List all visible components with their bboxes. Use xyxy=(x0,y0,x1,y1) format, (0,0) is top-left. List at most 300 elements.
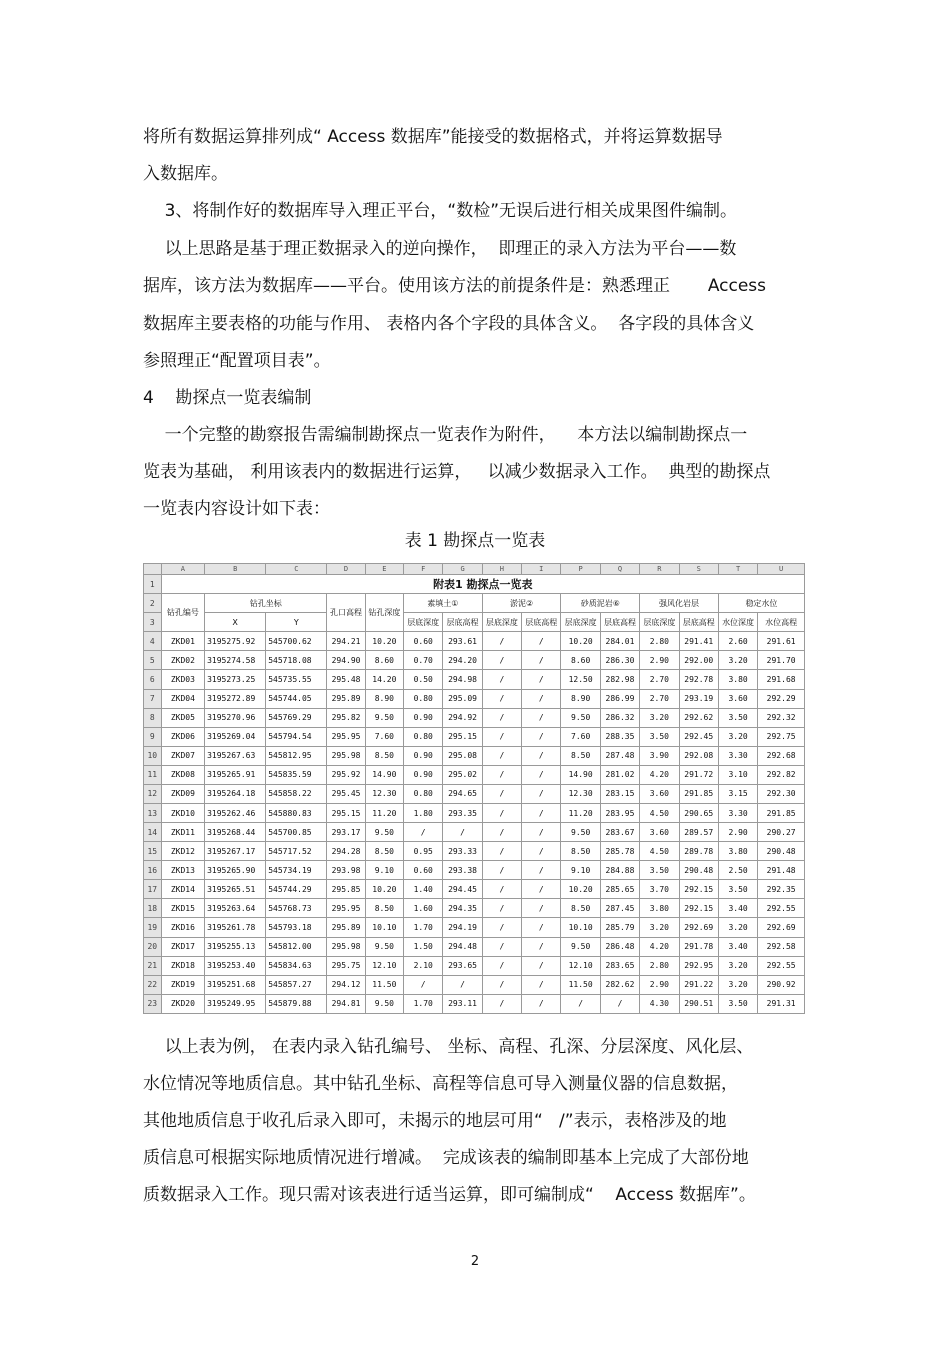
table-cell: 3195275.92 xyxy=(205,632,266,651)
table-cell: ZKD14 xyxy=(161,880,205,899)
table-cell: 2.60 xyxy=(718,632,757,651)
table-cell: 8.50 xyxy=(365,746,403,765)
row-number: 2 xyxy=(144,594,162,613)
table-cell: 2.70 xyxy=(640,689,679,708)
table-cell: ZKD04 xyxy=(161,689,205,708)
text-line: 将所有数据运算排列成“ Access 数据库”能接受的数据格式，并将运算数据导 xyxy=(143,127,723,147)
x-header: X xyxy=(205,613,266,632)
table-cell: 0.70 xyxy=(404,651,443,670)
column-letter: B xyxy=(205,564,266,575)
column-letter: P xyxy=(561,564,600,575)
table-row xyxy=(144,746,805,765)
table-cell: 295.08 xyxy=(443,746,482,765)
table-cell: 2.90 xyxy=(640,975,679,994)
table-cell: 3.20 xyxy=(718,975,757,994)
table-cell: 3.20 xyxy=(718,918,757,937)
table-cell: 294.20 xyxy=(443,651,482,670)
table-cell: 291.41 xyxy=(679,632,718,651)
table-cell: 9.50 xyxy=(365,937,403,956)
table-row xyxy=(144,803,805,822)
text-line: 数据库主要表格的功能与作用、 表格内各个字段的具体含义。 各字段的具体含义 xyxy=(143,314,755,334)
table-cell: ZKD19 xyxy=(161,975,205,994)
column-letter-row xyxy=(144,564,805,575)
table-cell: 545812.00 xyxy=(266,937,327,956)
table-cell: ZKD13 xyxy=(161,861,205,880)
table-cell: 292.82 xyxy=(758,765,805,784)
table-cell: / xyxy=(482,918,521,937)
table-cell: 7.60 xyxy=(365,727,403,746)
table-cell: / xyxy=(482,842,521,861)
table-cell: ZKD09 xyxy=(161,784,205,803)
table-cell: / xyxy=(482,937,521,956)
table-cell: 3195267.63 xyxy=(205,746,266,765)
table-cell: ZKD17 xyxy=(161,937,205,956)
table-cell: 2.90 xyxy=(718,823,757,842)
sheet-title: 附表1 勘探点一览表 xyxy=(161,575,804,594)
table-cell: 2.80 xyxy=(640,632,679,651)
table-cell: 295.85 xyxy=(327,880,365,899)
row-number: 3 xyxy=(144,613,162,632)
column-letter: G xyxy=(443,564,482,575)
table-cell: 295.95 xyxy=(327,727,365,746)
table-cell: 292.55 xyxy=(758,956,805,975)
table-cell: 12.10 xyxy=(561,956,600,975)
table-row xyxy=(144,651,805,670)
table-cell: 3.20 xyxy=(718,727,757,746)
table-cell: 0.90 xyxy=(404,765,443,784)
table-cell: 12.50 xyxy=(561,670,600,689)
table-cell: ZKD07 xyxy=(161,746,205,765)
table-cell: 3.60 xyxy=(640,784,679,803)
table-cell: 295.98 xyxy=(327,746,365,765)
table-cell: 2.70 xyxy=(640,670,679,689)
hole-id-header: 钻孔编号 xyxy=(161,594,205,632)
table-cell: 295.75 xyxy=(327,956,365,975)
table-cell: 0.80 xyxy=(404,784,443,803)
table-cell: 3195273.25 xyxy=(205,670,266,689)
table-cell: 294.48 xyxy=(443,937,482,956)
table-cell: / xyxy=(482,651,521,670)
row-number: 16 xyxy=(144,861,162,880)
table-cell: 545744.05 xyxy=(266,689,327,708)
table-cell: 292.35 xyxy=(758,880,805,899)
table-row xyxy=(144,880,805,899)
table-cell: ZKD01 xyxy=(161,632,205,651)
table-cell: 545735.55 xyxy=(266,670,327,689)
table-cell: 292.30 xyxy=(758,784,805,803)
table-cell: 292.68 xyxy=(758,746,805,765)
text-line: 据库，该方法为数据库——平台。使用该方法的前提条件是：熟悉理正 Access xyxy=(143,276,767,296)
table-cell: 11.50 xyxy=(365,975,403,994)
column-letter: D xyxy=(327,564,365,575)
table-row xyxy=(144,975,805,994)
water-header: 稳定水位 xyxy=(718,594,804,613)
table-cell: 10.10 xyxy=(365,918,403,937)
table-cell: 0.90 xyxy=(404,746,443,765)
row-number: 13 xyxy=(144,803,162,822)
section-heading: 4 勘探点一览表编制 xyxy=(143,388,312,408)
table-cell: 8.90 xyxy=(365,689,403,708)
table-cell: 292.08 xyxy=(679,746,718,765)
table-cell: 292.58 xyxy=(758,937,805,956)
table-cell: 291.61 xyxy=(758,632,805,651)
column-letter: T xyxy=(718,564,757,575)
table-cell: 288.35 xyxy=(600,727,639,746)
row-number: 8 xyxy=(144,708,162,727)
table-cell: 3.50 xyxy=(718,880,757,899)
depth-header: 钻孔深度 xyxy=(365,594,403,632)
row-number: 6 xyxy=(144,670,162,689)
row-number: 9 xyxy=(144,727,162,746)
table-cell: 10.20 xyxy=(365,632,403,651)
bottom-elev-header: 层底高程 xyxy=(679,613,718,632)
table-cell: / xyxy=(482,670,521,689)
layer1-header: 素填土① xyxy=(404,594,483,613)
table-cell: 545769.29 xyxy=(266,708,327,727)
column-letter: H xyxy=(482,564,521,575)
table-cell: 286.99 xyxy=(600,689,639,708)
text-line: 参照理正“配置项目表”。 xyxy=(143,351,331,371)
table-cell: 0.90 xyxy=(404,708,443,727)
table-cell: 293.33 xyxy=(443,842,482,861)
table-cell: 294.28 xyxy=(327,842,365,861)
table-cell: / xyxy=(522,689,561,708)
table-cell: 289.57 xyxy=(679,823,718,842)
table-cell: 2.50 xyxy=(718,861,757,880)
water-elev-header: 水位高程 xyxy=(758,613,805,632)
table-cell: 295.45 xyxy=(327,784,365,803)
table-cell: / xyxy=(522,784,561,803)
table-cell: 294.12 xyxy=(327,975,365,994)
header-row-1 xyxy=(144,594,805,613)
table-cell: 3.30 xyxy=(718,803,757,822)
table-cell: 295.98 xyxy=(327,937,365,956)
row-number: 7 xyxy=(144,689,162,708)
table-cell: / xyxy=(522,861,561,880)
table-cell: 292.15 xyxy=(679,899,718,918)
table-cell: 8.50 xyxy=(561,842,600,861)
text-line: 水位情况等地质信息。其中钻孔坐标、高程等信息可导入测量仪器的信息数据， xyxy=(143,1074,738,1094)
row-number: 14 xyxy=(144,823,162,842)
table-cell: 294.19 xyxy=(443,918,482,937)
table-cell: 291.85 xyxy=(758,803,805,822)
table-cell: 3195274.58 xyxy=(205,651,266,670)
table-cell: 292.69 xyxy=(758,918,805,937)
table-cell: 3.20 xyxy=(718,956,757,975)
table-cell: 1.80 xyxy=(404,803,443,822)
table-cell: 11.20 xyxy=(561,803,600,822)
table-row xyxy=(144,994,805,1013)
column-letter: C xyxy=(266,564,327,575)
table-cell: 293.11 xyxy=(443,994,482,1013)
text-line: 一览表内容设计如下表： xyxy=(143,499,330,519)
row-number: 4 xyxy=(144,632,162,651)
table-cell: 10.10 xyxy=(561,918,600,937)
table-cell: 292.62 xyxy=(679,708,718,727)
table-cell: 3195267.17 xyxy=(205,842,266,861)
table-cell: 291.85 xyxy=(679,784,718,803)
table-cell: 14.90 xyxy=(561,765,600,784)
table-cell: 3.50 xyxy=(718,994,757,1013)
table-cell: 294.81 xyxy=(327,994,365,1013)
table-cell: / xyxy=(522,632,561,651)
table-cell: 1.70 xyxy=(404,994,443,1013)
table-cell: 293.61 xyxy=(443,632,482,651)
row-number: 17 xyxy=(144,880,162,899)
table-cell: / xyxy=(482,784,521,803)
table-cell: 545734.19 xyxy=(266,861,327,880)
table-cell: 295.82 xyxy=(327,708,365,727)
table-cell: 9.50 xyxy=(561,708,600,727)
table-cell: 4.30 xyxy=(640,994,679,1013)
bottom-elev-header: 层底高程 xyxy=(522,613,561,632)
table-cell: 0.80 xyxy=(404,727,443,746)
table-cell: 3195265.51 xyxy=(205,880,266,899)
table-cell: 290.51 xyxy=(679,994,718,1013)
table-cell: 3195272.89 xyxy=(205,689,266,708)
table-cell: 293.65 xyxy=(443,956,482,975)
table-cell: 286.48 xyxy=(600,937,639,956)
table-row xyxy=(144,784,805,803)
table-cell: 545744.29 xyxy=(266,880,327,899)
table-cell: 3.15 xyxy=(718,784,757,803)
table-cell: 9.50 xyxy=(365,823,403,842)
table-cell: 545718.08 xyxy=(266,651,327,670)
text-line: 质数据录入工作。现只需对该表进行适当运算，即可编制成“ Access 数据库”。 xyxy=(143,1185,756,1205)
table-cell: 295.89 xyxy=(327,689,365,708)
table-cell: / xyxy=(482,880,521,899)
table-cell: / xyxy=(482,803,521,822)
table-cell: / xyxy=(522,708,561,727)
table-cell: / xyxy=(482,708,521,727)
bottom-elev-header: 层底高程 xyxy=(600,613,639,632)
table-cell: 283.95 xyxy=(600,803,639,822)
table-cell: 3.70 xyxy=(640,880,679,899)
table-cell: 0.60 xyxy=(404,861,443,880)
row-number: 5 xyxy=(144,651,162,670)
elevation-header: 孔口高程 xyxy=(327,594,365,632)
table-cell: / xyxy=(522,975,561,994)
spreadsheet-table xyxy=(143,563,805,1014)
table-cell: 3.40 xyxy=(718,937,757,956)
table-cell: 291.22 xyxy=(679,975,718,994)
table-cell: 3195264.18 xyxy=(205,784,266,803)
column-letter: Q xyxy=(600,564,639,575)
table-cell: 545700.85 xyxy=(266,823,327,842)
table-cell: 3195265.90 xyxy=(205,861,266,880)
table-cell: 1.50 xyxy=(404,937,443,956)
table-cell: 291.78 xyxy=(679,937,718,956)
text-line: 以上思路是基于理正数据录入的逆向操作， 即理正的录入方法为平台——数 xyxy=(143,239,737,259)
table-row xyxy=(144,765,805,784)
table-cell: / xyxy=(522,765,561,784)
table-cell: 1.40 xyxy=(404,880,443,899)
table-cell: 2.90 xyxy=(640,651,679,670)
table-cell: 545858.22 xyxy=(266,784,327,803)
table-cell: 9.10 xyxy=(365,861,403,880)
table-cell: 545812.95 xyxy=(266,746,327,765)
text-line: 3、将制作好的数据库导入理正平台，“数检”无误后进行相关成果图件编制。 xyxy=(143,201,738,221)
table-cell: 291.48 xyxy=(758,861,805,880)
table-cell: / xyxy=(522,918,561,937)
table-row xyxy=(144,899,805,918)
table-cell: 292.95 xyxy=(679,956,718,975)
row-number: 18 xyxy=(144,899,162,918)
table-cell: 292.75 xyxy=(758,727,805,746)
column-letter: U xyxy=(758,564,805,575)
row-number: 12 xyxy=(144,784,162,803)
column-letter: S xyxy=(679,564,718,575)
table-cell: / xyxy=(522,956,561,975)
table-cell: 4.20 xyxy=(640,937,679,956)
table-row xyxy=(144,937,805,956)
row-number: 23 xyxy=(144,994,162,1013)
table-cell: 3195265.91 xyxy=(205,765,266,784)
bottom-depth-header: 层底深度 xyxy=(640,613,679,632)
table-cell: ZKD12 xyxy=(161,842,205,861)
table-cell: 294.65 xyxy=(443,784,482,803)
table-cell: 1.60 xyxy=(404,899,443,918)
table-cell: / xyxy=(482,994,521,1013)
layer4-header: 强风化岩层 xyxy=(640,594,719,613)
table-cell: ZKD15 xyxy=(161,899,205,918)
table-cell: 292.45 xyxy=(679,727,718,746)
table-cell: 10.20 xyxy=(561,632,600,651)
table-cell: ZKD02 xyxy=(161,651,205,670)
table-cell: 3195249.95 xyxy=(205,994,266,1013)
table-cell: 0.50 xyxy=(404,670,443,689)
table-cell: 3.60 xyxy=(640,823,679,842)
table-cell: 9.50 xyxy=(561,823,600,842)
table-row xyxy=(144,632,805,651)
table-cell: 3.80 xyxy=(718,842,757,861)
table-cell: 290.65 xyxy=(679,803,718,822)
table-cell: 295.92 xyxy=(327,765,365,784)
table-cell: 286.32 xyxy=(600,708,639,727)
table-cell: 283.15 xyxy=(600,784,639,803)
table-cell: / xyxy=(482,727,521,746)
table-cell: / xyxy=(482,975,521,994)
row-number: 1 xyxy=(144,575,162,594)
table-cell: 295.89 xyxy=(327,918,365,937)
table-cell: ZKD18 xyxy=(161,956,205,975)
table-cell: / xyxy=(522,670,561,689)
table-cell: 8.60 xyxy=(561,651,600,670)
row-number: 15 xyxy=(144,842,162,861)
table-cell: 283.65 xyxy=(600,956,639,975)
table-cell: 4.50 xyxy=(640,803,679,822)
title-row xyxy=(144,575,805,594)
table-cell: / xyxy=(482,689,521,708)
table-row xyxy=(144,708,805,727)
table-cell: / xyxy=(404,823,443,842)
table-cell: / xyxy=(482,899,521,918)
table-cell: / xyxy=(522,937,561,956)
layer2-header: 淤泥② xyxy=(482,594,561,613)
table-cell: / xyxy=(443,823,482,842)
table-cell: 291.68 xyxy=(758,670,805,689)
table-cell: 2.80 xyxy=(640,956,679,975)
table-cell: / xyxy=(522,823,561,842)
table-cell: 3.50 xyxy=(640,727,679,746)
table-cell: 289.78 xyxy=(679,842,718,861)
column-letter: F xyxy=(404,564,443,575)
table-cell: ZKD20 xyxy=(161,994,205,1013)
table-cell: 290.92 xyxy=(758,975,805,994)
table-cell: 282.62 xyxy=(600,975,639,994)
table-cell: 3195263.64 xyxy=(205,899,266,918)
table-cell: 545834.63 xyxy=(266,956,327,975)
table-row xyxy=(144,861,805,880)
table-caption: 表 1 勘探点一览表 xyxy=(404,531,546,551)
table-row xyxy=(144,670,805,689)
table-cell: 545717.52 xyxy=(266,842,327,861)
table-cell: 3.50 xyxy=(718,708,757,727)
table-cell: ZKD11 xyxy=(161,823,205,842)
table-cell: 295.95 xyxy=(327,899,365,918)
table-cell: 4.20 xyxy=(640,765,679,784)
table-cell: 285.65 xyxy=(600,880,639,899)
table-cell: 3.10 xyxy=(718,765,757,784)
table-cell: / xyxy=(522,803,561,822)
table-cell: 8.50 xyxy=(365,899,403,918)
table-cell: 3.20 xyxy=(718,651,757,670)
table-cell: 295.02 xyxy=(443,765,482,784)
table-cell: / xyxy=(482,823,521,842)
table-cell: 293.38 xyxy=(443,861,482,880)
bottom-elev-header: 层底高程 xyxy=(443,613,482,632)
table-cell: / xyxy=(522,727,561,746)
table-cell: 8.50 xyxy=(561,899,600,918)
table-cell: 14.20 xyxy=(365,670,403,689)
row-number: 10 xyxy=(144,746,162,765)
y-header: Y xyxy=(266,613,327,632)
table-cell: 295.15 xyxy=(443,727,482,746)
table-cell: 287.48 xyxy=(600,746,639,765)
bottom-depth-header: 层底深度 xyxy=(561,613,600,632)
table-cell: 3.50 xyxy=(640,861,679,880)
layer3-header: 砂质泥岩⑥ xyxy=(561,594,640,613)
table-cell: 545700.62 xyxy=(266,632,327,651)
table-cell: 9.50 xyxy=(561,937,600,956)
table-cell: 3195269.04 xyxy=(205,727,266,746)
corner-cell xyxy=(144,564,162,575)
table-cell: 291.72 xyxy=(679,765,718,784)
table-cell: / xyxy=(482,956,521,975)
table-cell: 7.60 xyxy=(561,727,600,746)
table-cell: 295.48 xyxy=(327,670,365,689)
table-cell: 12.30 xyxy=(561,784,600,803)
table-cell: ZKD03 xyxy=(161,670,205,689)
table-cell: 295.09 xyxy=(443,689,482,708)
table-cell: 292.15 xyxy=(679,880,718,899)
table-cell: / xyxy=(522,994,561,1013)
table-cell: 12.10 xyxy=(365,956,403,975)
table-cell: 1.70 xyxy=(404,918,443,937)
table-cell: 285.79 xyxy=(600,918,639,937)
table-cell: 293.98 xyxy=(327,861,365,880)
table-cell: 290.27 xyxy=(758,823,805,842)
table-cell: 14.90 xyxy=(365,765,403,784)
table-cell: 290.48 xyxy=(758,842,805,861)
row-number: 19 xyxy=(144,918,162,937)
table-cell: 545793.18 xyxy=(266,918,327,937)
table-cell: 3195268.44 xyxy=(205,823,266,842)
table-cell: 292.78 xyxy=(679,670,718,689)
table-cell: 284.01 xyxy=(600,632,639,651)
table-cell: 295.15 xyxy=(327,803,365,822)
table-cell: / xyxy=(482,746,521,765)
